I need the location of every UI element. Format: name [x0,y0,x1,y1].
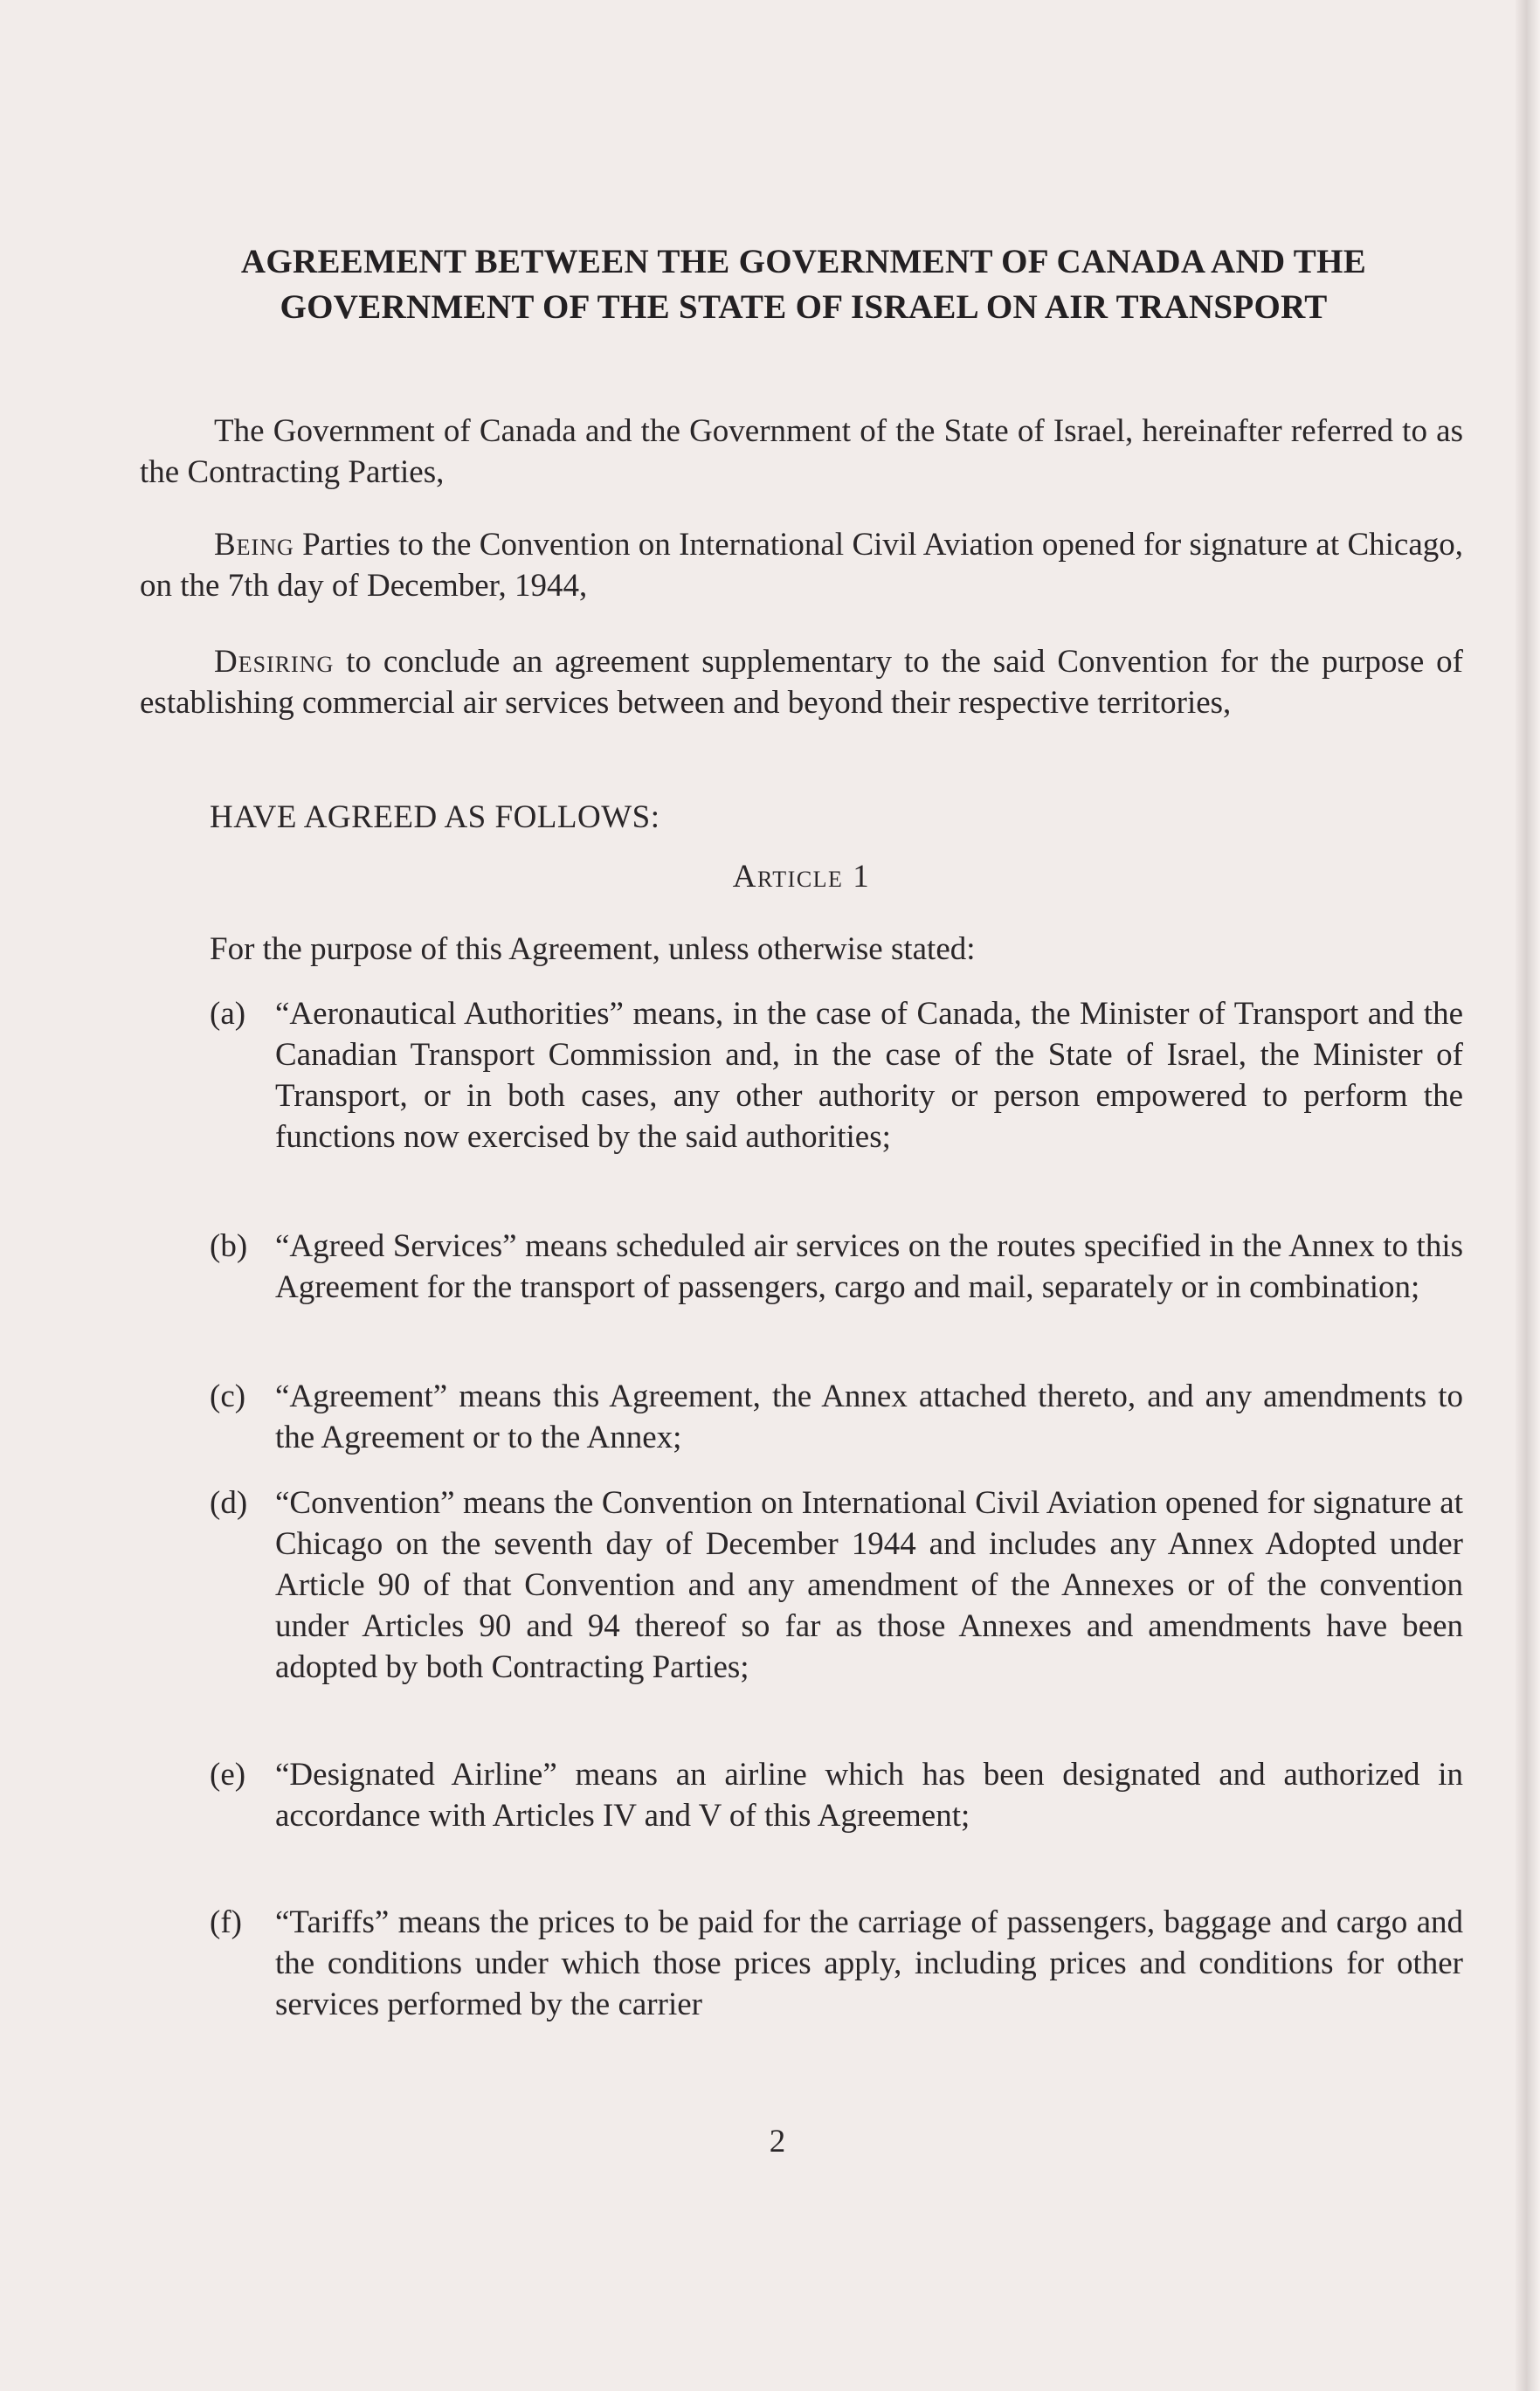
being-text: Parties to the Convention on International Civil Aviation opened for signature at Chicago, on the 7th day of December, 1944, [140,527,1463,604]
title-line-2: GOVERNMENT OF THE STATE OF ISRAEL ON AIR TRANSPORT [280,288,1328,326]
definition-label: (d) [210,1485,248,1521]
article-heading: Article 1 [732,859,871,895]
definition-label: (e) [210,1757,246,1793]
preamble-paragraph-3 [140,641,1463,723]
desiring-lead: Desiring [214,644,335,680]
title-line-1: AGREEMENT BETWEEN THE GOVERNMENT OF CANADA AND THE [240,243,1367,280]
definition-label: (f) [210,1904,242,1940]
preamble-paragraph-1: The Government of Canada and the Government of the State of Israel, hereinafter referred to as the Contracting Parties, [140,413,1463,490]
definition-label: (a) [210,996,246,1032]
definition-text: “Agreement” means this Agreement, the Annex attached thereto, and any amendments to the Agreement or to the Annex; [275,1379,1463,1455]
definition-text: “Designated Airline” means an airline which has been designated and authorized in accordance with Articles IV and V of this Agreement; [275,1757,1463,1834]
definition-label: (b) [210,1228,248,1264]
being-lead: Being [214,527,294,563]
agreed-heading: HAVE AGREED AS FOLLOWS: [210,799,660,835]
article-intro: For the purpose of this Agreement, unless otherwise stated: [210,931,976,967]
page-edge-shadow [1516,0,1540,2391]
definition-text: “Convention” means the Convention on International Civil Aviation opened for signature at Chicago on the seventh day of December 1944 and includes any Annex Adopted under Article 90 of that Convention and any amendment of the Annexes or of the convention under Articles 90 and 94 thereof so far as those Annexes and amendments have been adopted by both Contracting Parties; [275,1485,1463,1685]
definition-text: “Agreed Services” means scheduled air services on the routes specified in the Annex to this Agreement for the transport of passengers, cargo and mail, separately or in combination; [275,1228,1463,1305]
desiring-text: to conclude an agreement supplementary to the said Convention for the purpose of establishing commercial air services between and beyond their respective territories, [140,644,1463,721]
document-title [140,239,1467,330]
definition-text: “Tariffs” means the prices to be paid for the carriage of passengers, baggage and cargo and the conditions under which those prices apply, including prices and conditions for other services performed by the carrier [275,1904,1463,2022]
definition-label: (c) [210,1379,246,1414]
preamble-paragraph-2 [140,524,1463,606]
definition-text: “Aeronautical Authorities” means, in the case of Canada, the Minister of Transport and the Canadian Transport Commission and, in the case of the State of Israel, the Minister of Transport, or in both cases, any other authority or person empowered to perform the functions now exercised by the said authorities; [275,996,1463,1155]
page-number: 2 [769,2124,786,2160]
